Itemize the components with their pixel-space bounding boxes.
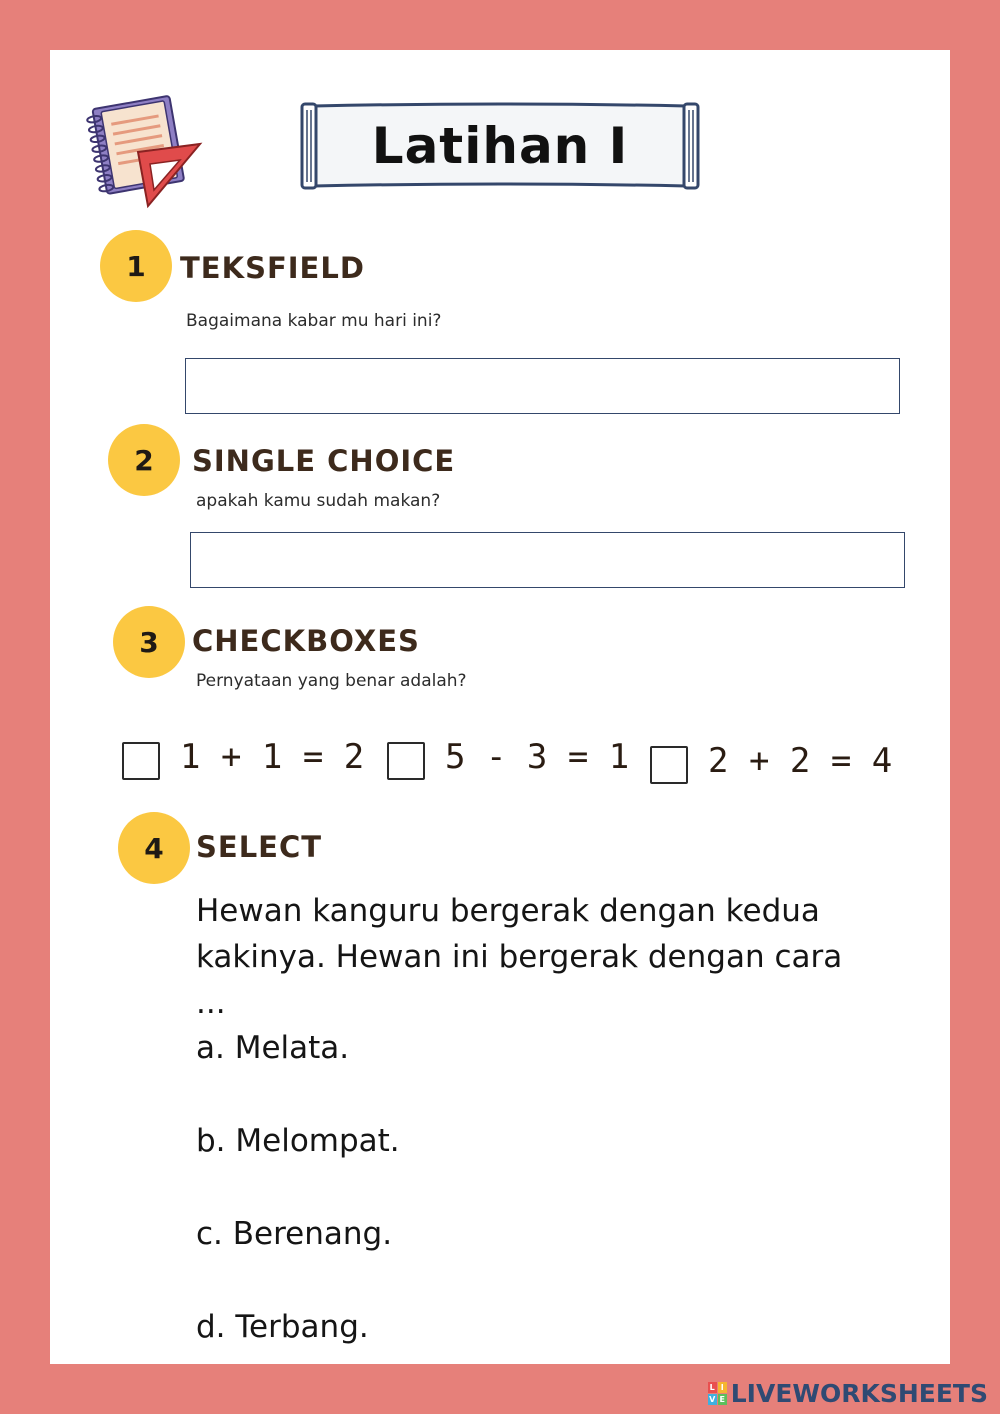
select-option-a[interactable]: a. Melata.: [196, 1030, 350, 1066]
section-4-question: Hewan kanguru bergerak dengan kedua kakinya. Hewan ini bergerak dengan cara ...: [196, 893, 843, 1021]
checkbox-label: 2 + 2 = 4: [708, 741, 893, 781]
logo-letter: E: [719, 1395, 725, 1404]
section-3-number: 3: [113, 606, 185, 678]
logo-letter: I: [718, 1382, 727, 1393]
logo-letter: L: [709, 1383, 715, 1392]
checkbox-label: 1 + 1 = 2: [180, 737, 365, 777]
checkbox-label: 5 - 3 = 1: [445, 737, 630, 777]
page-title: Latihan I: [371, 117, 629, 175]
title-banner: [300, 100, 700, 192]
section-2-question: apakah kamu sudah makan?: [196, 491, 441, 511]
textfield-answer-input[interactable]: [185, 358, 900, 414]
section-1-number: 1: [100, 230, 172, 302]
section-2-heading: SINGLE CHOICE: [192, 444, 456, 478]
liveworksheets-brand: [708, 1379, 988, 1408]
section-4-heading: SELECT: [196, 830, 323, 864]
select-option-d[interactable]: d. Terbang.: [196, 1309, 369, 1345]
checkbox-option-1[interactable]: [122, 734, 364, 780]
section-3-heading: CHECKBOXES: [192, 624, 420, 658]
select-option-c[interactable]: c. Berenang.: [196, 1216, 393, 1252]
liveworksheets-logo-icon: [708, 1382, 727, 1405]
section-3-question: Pernyataan yang benar adalah?: [196, 671, 467, 691]
section-4-number: 4: [118, 812, 190, 884]
section-1-heading: TEKSFIELD: [180, 251, 365, 285]
notebook-ruler-icon: [78, 94, 208, 214]
section-1-question: Bagaimana kabar mu hari ini?: [186, 311, 442, 331]
checkbox[interactable]: [387, 742, 425, 780]
section-2-number: 2: [108, 424, 180, 496]
logo-letter: V: [709, 1395, 716, 1404]
checkbox[interactable]: [650, 746, 688, 784]
worksheet-page: [50, 50, 950, 1364]
checkbox-option-2[interactable]: [387, 734, 629, 780]
checkbox-option-3[interactable]: [650, 738, 892, 784]
checkbox[interactable]: [122, 742, 160, 780]
brand-text: LIVEWORKSHEETS: [730, 1379, 988, 1408]
select-option-b[interactable]: b. Melompat.: [196, 1123, 400, 1159]
single-choice-select[interactable]: [190, 532, 905, 588]
